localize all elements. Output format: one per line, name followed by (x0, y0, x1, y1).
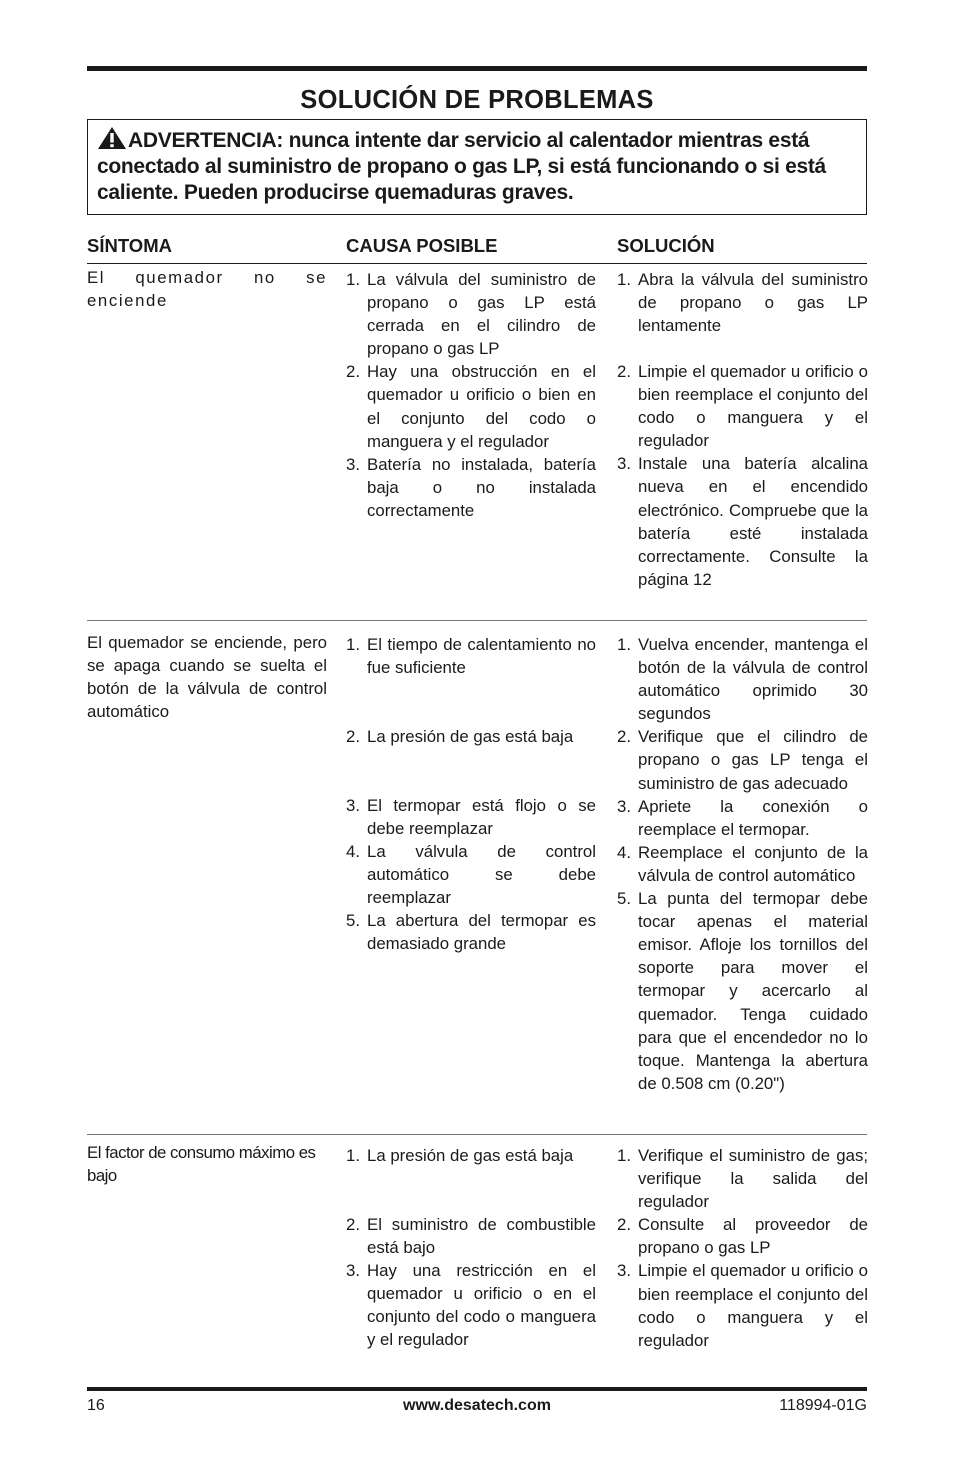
header-cause: CAUSA POSIBLE (346, 235, 498, 256)
warning-box (87, 119, 867, 215)
cause-cell (346, 264, 596, 620)
list-item (617, 841, 868, 887)
warning-triangle-icon (97, 126, 127, 150)
table-row (87, 621, 867, 1135)
item-number: 3. (346, 454, 360, 474)
list-item (617, 268, 868, 360)
list-item (346, 909, 596, 955)
item-number: 2. (346, 362, 360, 382)
solution-cell (617, 264, 868, 620)
page-title: SOLUCIÓN DE PROBLEMAS (300, 86, 654, 114)
item-number: 3. (346, 796, 360, 815)
item-text: Batería no instalada, batería baja o no instalada correctamente (367, 454, 596, 520)
solution-cell (617, 621, 868, 1134)
list-item (346, 1213, 596, 1259)
item-number: 1. (617, 635, 631, 654)
website-link[interactable]: www.desatech.com (403, 1397, 551, 1414)
item-number: 3. (617, 454, 631, 474)
item-text: La presión de gas está baja (367, 1146, 574, 1165)
header-solution: SOLUCIÓN (617, 235, 715, 256)
list-item (346, 633, 596, 725)
list-item (617, 725, 868, 794)
item-text: Instale una batería alcalina nueva en el encendido electrónico. Compruebe que la batería esté instalada correctamente. Consulte la página 12 (638, 454, 868, 589)
item-number: 1. (617, 1146, 631, 1165)
document-number: 118994-01G (779, 1397, 867, 1414)
list-item (346, 453, 596, 522)
item-number: 4. (346, 842, 360, 862)
item-text: Apriete la conexión o reemplace el termopar. (638, 796, 868, 839)
cause-cell (346, 621, 596, 1134)
item-text: El tiempo de calentamiento no fue suficiente (367, 635, 596, 678)
item-text: La válvula de control automático se debe reemplazar (367, 842, 596, 908)
footer-rule (87, 1387, 867, 1391)
item-number: 3. (617, 1261, 631, 1281)
item-text: Hay una obstrucción en el quemador u orificio o bien en el conjunto del codo o manguera y el regulador (367, 362, 596, 451)
item-text: Verifique el suministro de gas; verifique la salida del regulador (638, 1146, 868, 1212)
item-text: Hay una restricción en el quemador u orificio o en el conjunto del codo o manguera y el regulador (367, 1261, 596, 1350)
table-header (87, 234, 867, 264)
top-rule (87, 66, 867, 71)
item-number: 2. (617, 727, 631, 747)
list-item (617, 887, 868, 1095)
list-item (617, 633, 868, 725)
list-item (346, 794, 596, 840)
cause-cell (346, 1135, 596, 1375)
item-number: 1. (346, 635, 360, 654)
item-text: Limpie el quemador u orificio o bien reemplace el conjunto del codo o manguera y el regulador (638, 362, 868, 451)
list-item (346, 1144, 596, 1213)
list-item (617, 1213, 868, 1259)
item-text: La presión de gas está baja (367, 727, 574, 746)
item-number: 1. (617, 270, 631, 289)
table-row (87, 1135, 867, 1375)
symptom-cell: El quemador se enciende, pero se apaga cuando se suelta el botón de la válvula de control automático (87, 633, 327, 722)
item-text: La válvula del suministro de propano o gas LP está cerrada en el cilindro de propano o gas LP (367, 270, 596, 359)
symptom-cell: El quemador no se enciende (87, 268, 327, 311)
item-text: Verifique que el cilindro de propano o gas LP tenga el suministro de gas adecuado (638, 727, 868, 793)
item-number: 2. (617, 362, 631, 381)
table-row (87, 264, 867, 621)
item-number: 5. (346, 911, 360, 931)
item-number: 3. (617, 796, 631, 816)
item-number: 2. (346, 727, 360, 746)
list-item (346, 268, 596, 360)
page-footer (87, 1395, 867, 1417)
solution-cell (617, 1135, 868, 1375)
item-text: La punta del termopar debe tocar apenas el material emisor. Afloje los tornillos del soporte para mover el termopar y acercarlo al quemador. Tenga cuidado para que el encendedor no lo toque. Mantenga la abertura de 0.508 cm (0.20") (638, 889, 868, 1093)
page-number: 16 (87, 1397, 105, 1414)
item-text: El suministro de combustible está bajo (367, 1215, 596, 1258)
header-symptom: SÍNTOMA (87, 235, 172, 256)
symptom-cell: El factor de consumo máximo es bajo (87, 1143, 316, 1186)
item-text: Vuelva encender, mantenga el botón de la válvula de control automático oprimido 30 segundos (638, 635, 868, 724)
item-text: Limpie el quemador u orificio o bien reemplace el conjunto del codo o manguera y el regulador (638, 1261, 868, 1350)
item-number: 3. (346, 1261, 360, 1281)
item-number: 2. (346, 1215, 360, 1234)
manual-page (87, 66, 867, 1375)
list-item (617, 795, 868, 841)
list-item (346, 1259, 596, 1351)
list-item (617, 452, 868, 591)
list-item (617, 1144, 868, 1213)
warning-text: ADVERTENCIA: nunca intente dar servicio al calentador mientras está conectado al suministro de propano o gas LP, si está funcionando o si está caliente. Pueden producirse quemaduras graves. (97, 129, 826, 204)
list-item (346, 725, 596, 794)
list-item (346, 840, 596, 909)
item-number: 4. (617, 842, 631, 862)
item-text: Reemplace el conjunto de la válvula de control automático (638, 842, 868, 885)
item-number: 1. (346, 1146, 360, 1165)
item-number: 2. (617, 1215, 631, 1235)
item-text: El termopar está flojo o se debe reemplazar (367, 796, 596, 839)
item-number: 1. (346, 270, 360, 289)
list-item (617, 1259, 868, 1351)
item-text: Consulte al proveedor de propano o gas LP (638, 1215, 868, 1258)
list-item (346, 360, 596, 452)
item-text: La abertura del termopar es demasiado grande (367, 911, 596, 954)
list-item (617, 360, 868, 452)
item-text: Abra la válvula del suministro de propano o gas LP lentamente (638, 270, 868, 336)
item-number: 5. (617, 889, 631, 909)
